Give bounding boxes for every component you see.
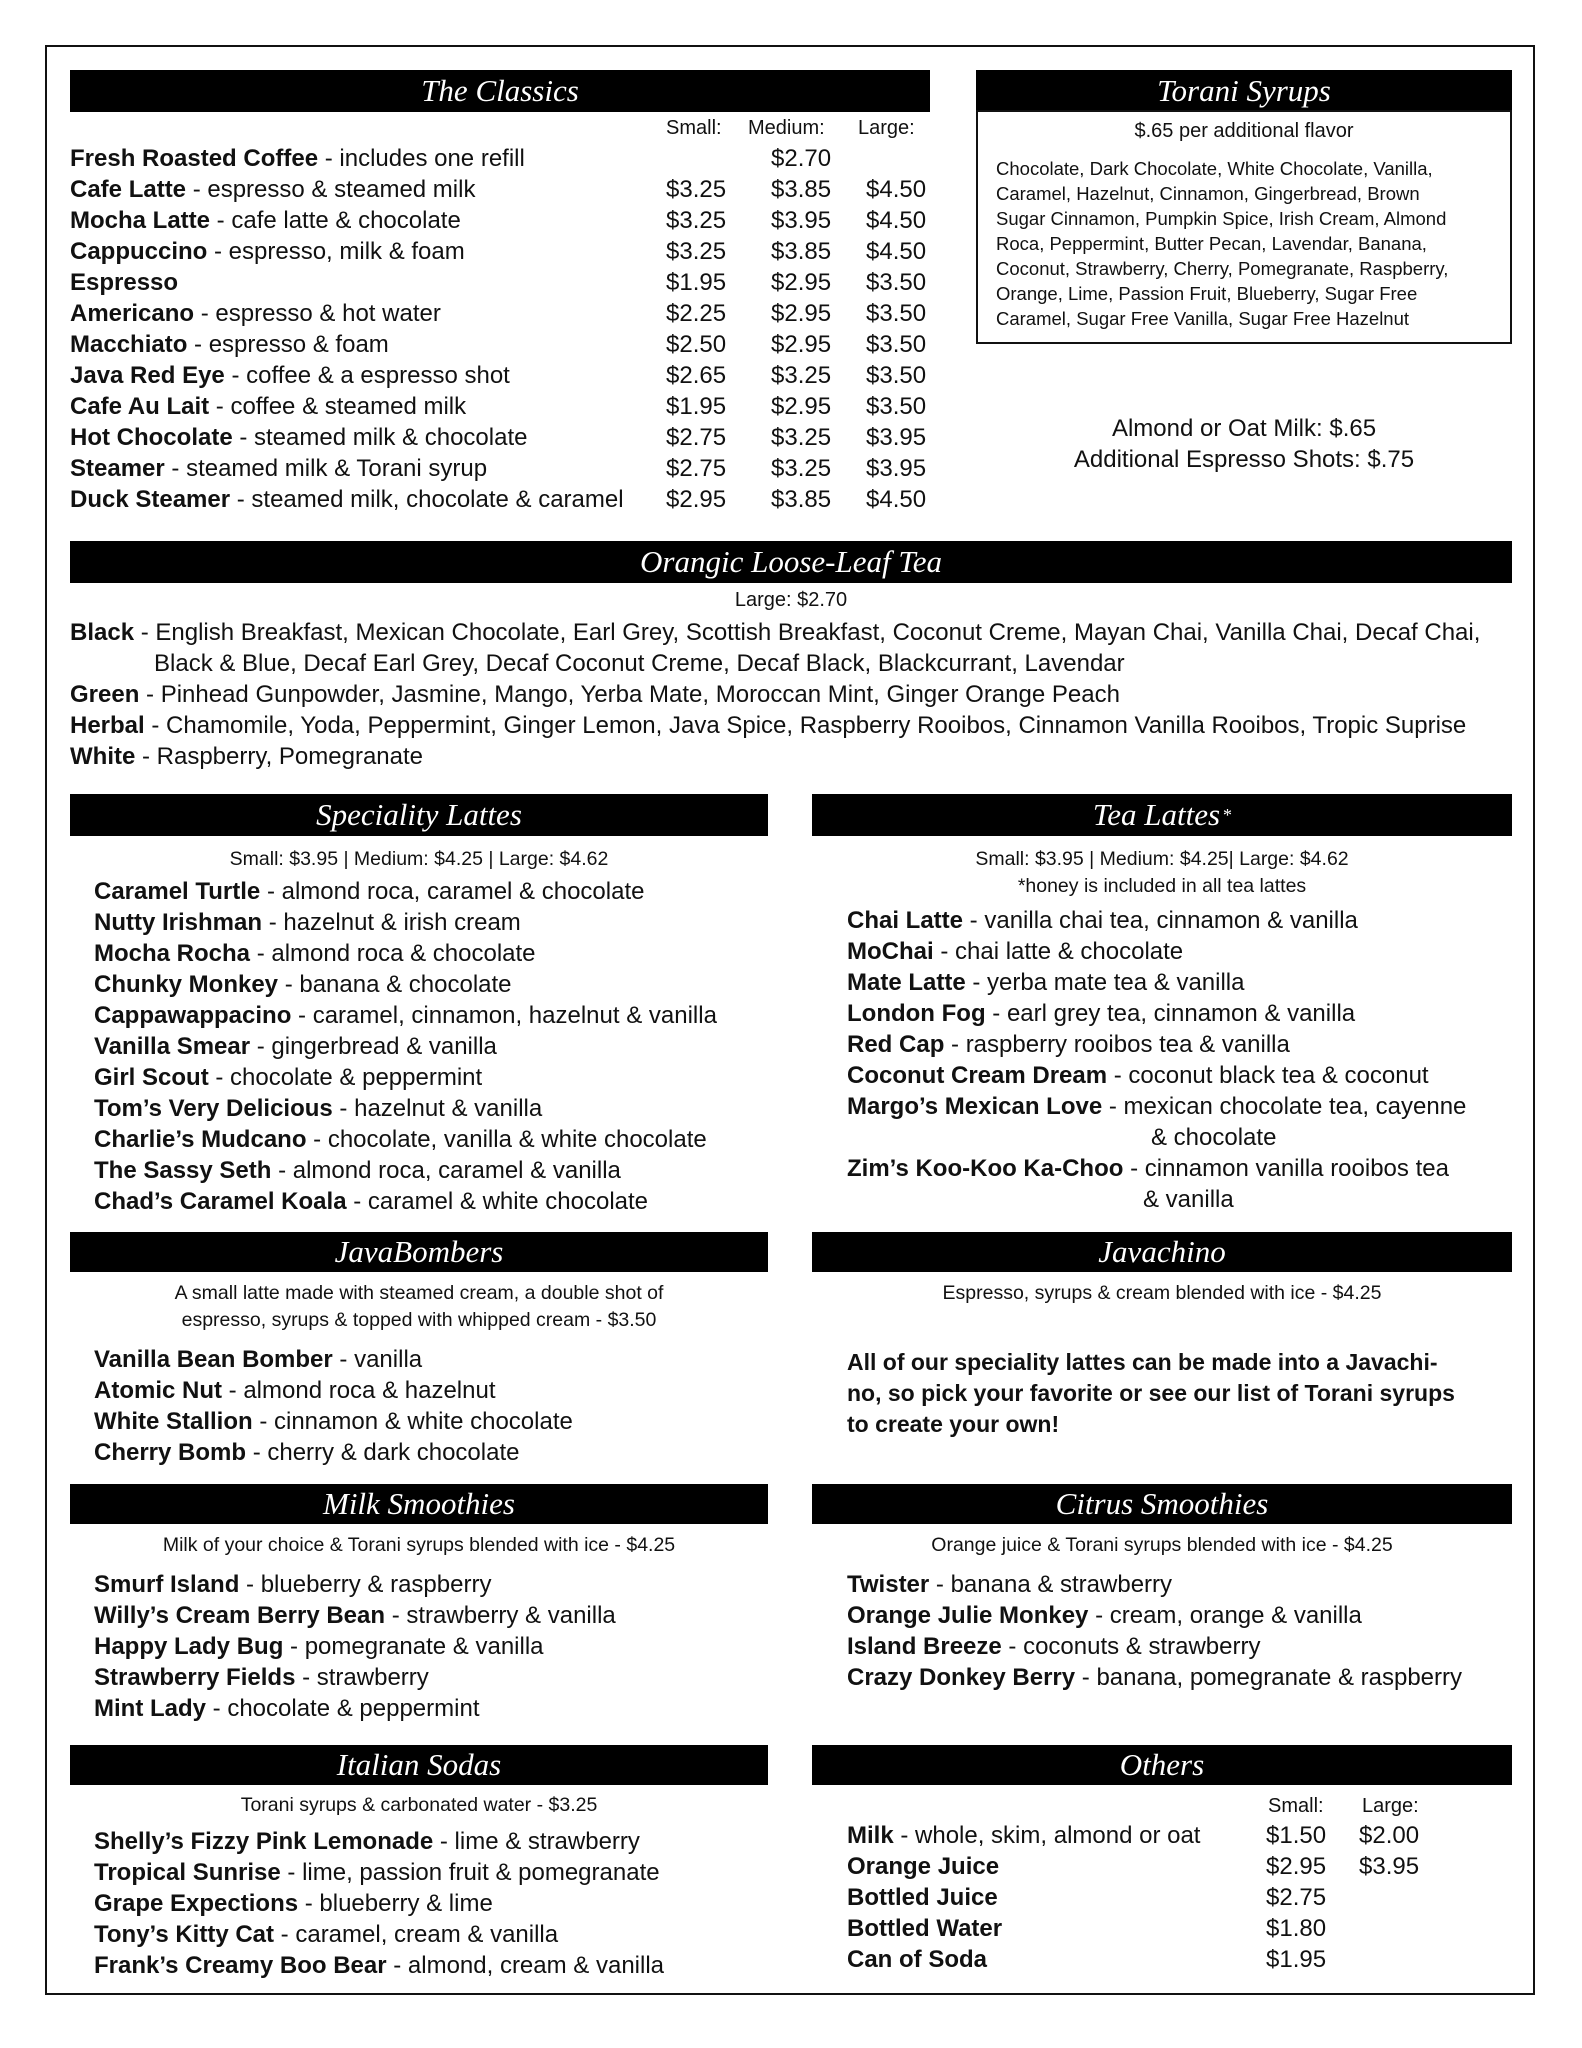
item-desc: - cherry & dark chocolate: [246, 1439, 520, 1466]
tea-white-text: - Raspberry, Pomegranate: [135, 743, 424, 770]
table-row: [847, 1851, 1507, 1882]
tea-white: [70, 741, 423, 772]
item-name: Orange Juice: [847, 1853, 1000, 1880]
item-label: [70, 484, 624, 515]
item-label: [70, 391, 466, 422]
tea-green-label: Green: [70, 681, 140, 708]
item-name: Frank’s Creamy Boo Bear: [94, 1952, 387, 1979]
list-item: [847, 1029, 1466, 1060]
item-desc: - strawberry: [295, 1664, 429, 1691]
item-label: [70, 205, 461, 236]
price-medium: $3.95: [771, 207, 832, 234]
item-name: Cafe Latte: [70, 176, 187, 203]
milk-smoothies-desc: Milk of your choice & Torani syrups blended with ice - $4.25: [162, 1534, 676, 1556]
item-desc: - blueberry & lime: [298, 1890, 493, 1917]
list-item: [94, 969, 717, 1000]
speciality-title: Speciality Lattes: [316, 797, 522, 832]
price-small: $1.50: [1266, 1822, 1327, 1849]
item-name: Orange Julie Monkey: [847, 1602, 1089, 1629]
price-medium: $2.70: [771, 145, 832, 172]
item-name: Tony’s Kitty Cat: [94, 1921, 275, 1948]
citrus-smoothies-list: [847, 1569, 1462, 1693]
extra-milk-price: $.65: [1322, 415, 1377, 442]
list-item: [94, 1569, 616, 1600]
price-small: $1.80: [1266, 1915, 1327, 1942]
italian-sodas-desc: Torani syrups & carbonated water - $3.25: [240, 1794, 598, 1816]
price-small: $2.75: [666, 424, 727, 451]
javachino-title: Javachino: [1098, 1234, 1226, 1269]
item-desc: - earl grey tea, cinnamon & vanilla: [985, 1000, 1356, 1027]
classics-col-medium: Medium:: [748, 117, 825, 139]
tea-black-text: - English Breakfast, Mexican Chocolate, Earl Grey, Scottish Breakfast, Coconut Creme, Mayan Chai, Vanilla Chai, Decaf Chai,: [134, 619, 1481, 646]
item-desc: - raspberry rooibos tea & vanilla: [944, 1031, 1290, 1058]
list-item: [94, 876, 717, 907]
table-row: [847, 1913, 1507, 1944]
item-desc: - mexican chocolate tea, cayenne: [1102, 1093, 1467, 1120]
price-large: $3.95: [1359, 1853, 1420, 1880]
price-medium: $2.95: [771, 331, 832, 358]
item-name: Charlie’s Mudcano: [94, 1126, 307, 1153]
torani-title: Torani Syrups: [1157, 73, 1331, 108]
item-label: [70, 422, 527, 453]
item-name: Coconut Cream Dream: [847, 1062, 1108, 1089]
tea-herbal: [70, 710, 1466, 741]
list-item: [94, 907, 717, 938]
item-name: Bottled Juice: [847, 1884, 998, 1911]
item-name: Shelly’s Fizzy Pink Lemonade: [94, 1828, 434, 1855]
list-item: [94, 1919, 664, 1950]
list-item: [847, 936, 1466, 967]
list-item: [94, 1662, 616, 1693]
price-small: $2.75: [1266, 1884, 1327, 1911]
list-item: [94, 1031, 717, 1062]
tea-lattes-asterisk: *: [1222, 804, 1232, 825]
extra-shots: [976, 444, 1512, 475]
list-item: [847, 1091, 1466, 1122]
tea-lattes-title: Tea Lattes: [1092, 797, 1221, 832]
javabombers-desc-line: espresso, syrups & topped with whipped cream - $3.50: [181, 1309, 657, 1331]
torani-flavor-list: [996, 156, 1448, 331]
milk-smoothies-list: [94, 1569, 616, 1724]
table-row: [847, 1882, 1507, 1913]
tea-lattes-list: [847, 905, 1466, 1215]
price-large: $4.50: [866, 486, 927, 513]
classics-header: [70, 70, 930, 112]
list-item: [94, 1406, 573, 1437]
citrus-smoothies-desc: Orange juice & Torani syrups blended with ice - $4.25: [931, 1534, 1393, 1556]
item-desc: - lime & strawberry: [433, 1828, 640, 1855]
item-name: Cappuccino: [70, 238, 208, 265]
item-name: Hot Chocolate: [70, 424, 233, 451]
price-small: $2.25: [666, 300, 727, 327]
item-label: [70, 174, 475, 205]
item-name: Cherry Bomb: [94, 1439, 247, 1466]
item-desc: - cinnamon vanilla rooibos tea: [1123, 1155, 1449, 1182]
list-item: [847, 1600, 1462, 1631]
item-desc: - espresso & hot water: [194, 300, 441, 327]
table-row: [70, 174, 950, 205]
item-desc: - espresso & foam: [187, 331, 389, 358]
list-item: [847, 1662, 1462, 1693]
tea-green-text: - Pinhead Gunpowder, Jasmine, Mango, Yerba Mate, Moroccan Mint, Ginger Orange Peach: [139, 681, 1120, 708]
others-col-large: Large:: [1362, 1795, 1419, 1817]
item-name: Americano: [70, 300, 195, 327]
list-item: [94, 1857, 664, 1888]
price-medium: $3.85: [771, 176, 832, 203]
item-desc: - coffee & steamed milk: [209, 393, 467, 420]
tea-black-label: Black: [70, 619, 135, 646]
item-desc: - coconut black tea & coconut: [1107, 1062, 1429, 1089]
item-name: Milk: [847, 1822, 894, 1849]
table-row: [847, 1944, 1507, 1975]
price-medium: $2.95: [771, 300, 832, 327]
table-row: [847, 1820, 1507, 1851]
others-header: [812, 1745, 1512, 1785]
item-desc: - gingerbread & vanilla: [250, 1033, 497, 1060]
table-row: [70, 267, 950, 298]
item-name: Bottled Water: [847, 1915, 1003, 1942]
classics-col-small: Small:: [666, 117, 722, 139]
item-name: Espresso: [70, 269, 179, 296]
item-name: Tom’s Very Delicious: [94, 1095, 333, 1122]
item-desc: - almond roca & chocolate: [250, 940, 536, 967]
item-name: Twister: [847, 1571, 930, 1598]
price-small: $2.75: [666, 455, 727, 482]
item-name: Vanilla Bean Bomber: [94, 1346, 333, 1373]
price-large: $3.50: [866, 362, 927, 389]
torani-flavor-line: Coconut, Strawberry, Cherry, Pomegranate, Raspberry,: [996, 258, 1449, 279]
item-name: Mocha Rocha: [94, 940, 251, 967]
torani-flavor-line: Orange, Lime, Passion Fruit, Blueberry, Sugar Free: [996, 283, 1418, 304]
item-desc: - vanilla: [332, 1346, 423, 1373]
item-name: Mate Latte: [847, 969, 966, 996]
item-desc: - banana & strawberry: [929, 1571, 1173, 1598]
item-name: Zim’s Koo-Koo Ka-Choo: [847, 1155, 1124, 1182]
list-item: [94, 1000, 717, 1031]
speciality-header: [70, 794, 768, 836]
extra-shots-label: Additional Espresso Shots:: [1073, 446, 1361, 473]
item-name: Duck Steamer: [70, 486, 231, 513]
item-name: Mocha Latte: [70, 207, 211, 234]
torani-flavor-line: Caramel, Sugar Free Vanilla, Sugar Free Hazelnut: [996, 308, 1410, 329]
list-item: [94, 1155, 717, 1186]
javabombers-list: [94, 1344, 573, 1468]
item-desc: - cafe latte & chocolate: [210, 207, 461, 234]
item-desc: - caramel & white chocolate: [346, 1188, 649, 1215]
citrus-smoothies-title: Citrus Smoothies: [1055, 1486, 1269, 1521]
tea-black: [70, 617, 1480, 648]
torani-flavor-line: Caramel, Hazelnut, Cinnamon, Gingerbread, Brown: [996, 183, 1420, 204]
price-small: $3.25: [666, 207, 727, 234]
price-large: $3.50: [866, 393, 927, 420]
item-name: Cafe Au Lait: [70, 393, 210, 420]
list-item: [847, 1060, 1466, 1091]
tea-white-label: White: [70, 743, 136, 770]
price-medium: $3.25: [771, 455, 832, 482]
price-small: $1.95: [666, 393, 727, 420]
table-row: [70, 298, 950, 329]
item-desc: - caramel, cinnamon, hazelnut & vanilla: [291, 1002, 717, 1029]
list-item: [94, 1093, 717, 1124]
item-desc: - almond roca & hazelnut: [222, 1377, 496, 1404]
item-name: Nutty Irishman: [94, 909, 263, 936]
item-desc: - caramel, cream & vanilla: [274, 1921, 559, 1948]
classics-col-large: Large:: [858, 117, 915, 139]
table-row: [70, 143, 950, 174]
table-row: [70, 329, 950, 360]
torani-flavor-line: Roca, Peppermint, Butter Pecan, Lavendar, Banana,: [996, 233, 1427, 254]
item-desc: - vanilla chai tea, cinnamon & vanilla: [963, 907, 1358, 934]
price-large: $3.95: [866, 424, 927, 451]
item-name: Tropical Sunrise: [94, 1859, 281, 1886]
item-name: Strawberry Fields: [94, 1664, 296, 1691]
italian-sodas-list: [94, 1826, 664, 1981]
speciality-prices: Small: $3.95 | Medium: $4.25 | Large: $4.62: [229, 848, 609, 870]
item-label: [70, 453, 487, 484]
item-name: Java Red Eye: [70, 362, 225, 389]
tea-lattes-header: [812, 794, 1512, 836]
tea-lattes-note: *honey is included in all tea lattes: [1017, 875, 1307, 897]
table-row: [70, 422, 950, 453]
tea-herbal-text: - Chamomile, Yoda, Peppermint, Ginger Lemon, Java Spice, Raspberry Rooibos, Cinnamon Vanilla Rooibos, Tropic Suprise: [144, 712, 1467, 739]
list-item: [94, 1826, 664, 1857]
citrus-smoothies-header: [812, 1484, 1512, 1524]
list-item: [94, 1062, 717, 1093]
item-desc-cont: & chocolate: [1151, 1124, 1277, 1151]
list-item: [847, 998, 1466, 1029]
list-item: [94, 1693, 616, 1724]
item-name: Margo’s Mexican Love: [847, 1093, 1103, 1120]
list-item: [94, 1437, 573, 1468]
tea-header: [70, 541, 1512, 583]
list-item: [94, 1631, 616, 1662]
item-desc-cont: & vanilla: [1143, 1186, 1234, 1213]
price-large: $3.50: [866, 331, 927, 358]
item-name: Chunky Monkey: [94, 971, 279, 998]
table-row: [70, 391, 950, 422]
price-medium: $2.95: [771, 269, 832, 296]
item-desc: - steamed milk, chocolate & caramel: [230, 486, 624, 513]
item-desc: - espresso & steamed milk: [186, 176, 476, 203]
item-desc: - cream, orange & vanilla: [1088, 1602, 1362, 1629]
item-label: [70, 360, 510, 391]
tea-price: Large: $2.70: [734, 589, 848, 611]
javabombers-desc: [70, 1280, 768, 1334]
list-item: [94, 938, 717, 969]
item-desc: - coffee & a espresso shot: [224, 362, 510, 389]
javabombers-desc-line: A small latte made with steamed cream, a double shot of: [174, 1282, 664, 1304]
torani-flavor-line: Sugar Cinnamon, Pumpkin Spice, Irish Cream, Almond: [996, 208, 1447, 229]
table-row: [70, 484, 950, 515]
price-large: $3.95: [866, 455, 927, 482]
list-item: [847, 967, 1466, 998]
item-desc: - strawberry & vanilla: [385, 1602, 616, 1629]
item-label: [847, 1913, 1002, 1944]
item-name: Chai Latte: [847, 907, 964, 934]
item-desc: - lime, passion fruit & pomegranate: [280, 1859, 660, 1886]
item-desc: - chocolate & peppermint: [206, 1695, 480, 1722]
item-name: Chad’s Caramel Koala: [94, 1188, 347, 1215]
item-desc: - includes one refill: [318, 145, 525, 172]
price-medium: $3.85: [771, 238, 832, 265]
item-desc: - yerba mate tea & vanilla: [965, 969, 1245, 996]
javachino-desc: Espresso, syrups & cream blended with ice - $4.25: [942, 1282, 1382, 1304]
extra-milk: [976, 413, 1512, 444]
item-desc: - coconuts & strawberry: [1001, 1633, 1261, 1660]
table-row: [70, 360, 950, 391]
item-name: Crazy Donkey Berry: [847, 1664, 1076, 1691]
item-desc: - banana, pomegranate & raspberry: [1075, 1664, 1463, 1691]
item-label: [70, 267, 178, 298]
item-name: Willy’s Cream Berry Bean: [94, 1602, 386, 1629]
list-item: [94, 1124, 717, 1155]
item-desc: - steamed milk & chocolate: [232, 424, 528, 451]
javabombers-header: [70, 1232, 768, 1272]
list-item: [94, 1888, 664, 1919]
price-large: $4.50: [866, 176, 927, 203]
item-label: [847, 1851, 999, 1882]
item-name: The Sassy Seth: [94, 1157, 272, 1184]
list-item: [847, 1631, 1462, 1662]
tea-black-cont: Black & Blue, Decaf Earl Grey, Decaf Coconut Creme, Decaf Black, Blackcurrant, Lavendar: [154, 650, 1125, 677]
list-item: [94, 1344, 573, 1375]
item-label: [70, 143, 525, 174]
item-name: Smurf Island: [94, 1571, 240, 1598]
item-desc: - chocolate, vanilla & white chocolate: [306, 1126, 707, 1153]
milk-smoothies-header: [70, 1484, 768, 1524]
item-name: Fresh Roasted Coffee: [70, 145, 319, 172]
list-item: [847, 1569, 1462, 1600]
item-desc: - hazelnut & irish cream: [262, 909, 521, 936]
price-medium: $2.95: [771, 393, 832, 420]
item-desc: - almond roca, caramel & chocolate: [260, 878, 645, 905]
javachino-note: [847, 1347, 1455, 1440]
item-desc: - steamed milk & Torani syrup: [164, 455, 488, 482]
price-medium: $3.25: [771, 424, 832, 451]
item-name: White Stallion: [94, 1408, 253, 1435]
list-item: [94, 1186, 717, 1217]
item-name: Can of Soda: [847, 1946, 988, 1973]
tea-herbal-label: Herbal: [70, 712, 145, 739]
item-desc: - banana & chocolate: [278, 971, 512, 998]
list-item: [94, 1375, 573, 1406]
price-small: $1.95: [666, 269, 727, 296]
extra-milk-label: Almond or Oat Milk:: [1111, 415, 1323, 442]
tea-title: Orangic Loose-Leaf Tea: [640, 544, 942, 579]
list-item: [847, 1153, 1466, 1184]
item-name: Mint Lady: [94, 1695, 206, 1722]
price-large: $4.50: [866, 207, 927, 234]
javachino-header: [812, 1232, 1512, 1272]
item-name: Red Cap: [847, 1031, 945, 1058]
item-desc: - espresso, milk & foam: [207, 238, 465, 265]
price-large: $3.50: [866, 269, 927, 296]
item-label: [70, 329, 389, 360]
torani-flavor-line: Chocolate, Dark Chocolate, White Chocolate, Vanilla,: [996, 158, 1433, 179]
milk-smoothies-title: Milk Smoothies: [323, 1486, 515, 1521]
item-name: Macchiato: [70, 331, 188, 358]
table-row: [70, 205, 950, 236]
price-small: $2.95: [1266, 1853, 1327, 1880]
tea-lattes-prices: Small: $3.95 | Medium: $4.25| Large: $4.62: [975, 848, 1349, 870]
classics-list: [70, 143, 950, 515]
classics-title: The Classics: [421, 73, 579, 108]
javachino-note-line: no, so pick your favorite or see our list of Torani syrups: [847, 1380, 1455, 1406]
price-large: $2.00: [1359, 1822, 1420, 1849]
price-large: $4.50: [866, 238, 927, 265]
javabombers-title: JavaBombers: [334, 1234, 504, 1269]
item-name: Island Breeze: [847, 1633, 1002, 1660]
price-medium: $3.25: [771, 362, 832, 389]
torani-price: $.65 per additional flavor: [1134, 120, 1354, 142]
item-desc: - cinnamon & white chocolate: [252, 1408, 573, 1435]
item-label: [70, 298, 441, 329]
price-small: $3.25: [666, 238, 727, 265]
price-small: $2.95: [666, 486, 727, 513]
item-name: Caramel Turtle: [94, 878, 261, 905]
item-name: Atomic Nut: [94, 1377, 222, 1404]
item-label: [847, 1882, 998, 1913]
list-item: [94, 1600, 616, 1631]
item-desc: - almond, cream & vanilla: [386, 1952, 665, 1979]
torani-box: [976, 110, 1512, 344]
price-small: $3.25: [666, 176, 727, 203]
item-name: London Fog: [847, 1000, 986, 1027]
item-name: Cappawappacino: [94, 1002, 292, 1029]
item-desc: - chai latte & chocolate: [933, 938, 1184, 965]
extra-shots-price: $.75: [1360, 446, 1415, 473]
item-label: [70, 236, 465, 267]
list-item: [847, 905, 1466, 936]
item-desc: - blueberry & raspberry: [239, 1571, 492, 1598]
list-item: [94, 1950, 664, 1981]
item-desc: - almond roca, caramel & vanilla: [271, 1157, 621, 1184]
price-large: $3.50: [866, 300, 927, 327]
item-desc: - chocolate & peppermint: [208, 1064, 483, 1091]
price-medium: $3.85: [771, 486, 832, 513]
others-title: Others: [1119, 1747, 1205, 1782]
javachino-note-line: to create your own!: [847, 1411, 1060, 1437]
item-desc: - pomegranate & vanilla: [283, 1633, 544, 1660]
others-list: [847, 1820, 1507, 1975]
item-desc: - hazelnut & vanilla: [332, 1095, 543, 1122]
item-name: Grape Expections: [94, 1890, 299, 1917]
others-col-small: Small:: [1268, 1795, 1324, 1817]
speciality-list: [94, 876, 717, 1217]
italian-sodas-title: Italian Sodas: [336, 1747, 502, 1782]
item-name: Vanilla Smear: [94, 1033, 251, 1060]
item-name: Girl Scout: [94, 1064, 209, 1091]
item-desc: - whole, skim, almond or oat: [893, 1822, 1201, 1849]
tea-green: [70, 679, 1120, 710]
table-row: [70, 236, 950, 267]
price-small: $2.65: [666, 362, 727, 389]
item-label: [847, 1944, 987, 1975]
item-label: [847, 1820, 1200, 1851]
item-name: MoChai: [847, 938, 934, 965]
table-row: [70, 453, 950, 484]
item-name: Steamer: [70, 455, 165, 482]
item-name: Happy Lady Bug: [94, 1633, 284, 1660]
price-small: $2.50: [666, 331, 727, 358]
price-small: $1.95: [1266, 1946, 1327, 1973]
italian-sodas-header: [70, 1745, 768, 1785]
javachino-note-line: All of our speciality lattes can be made into a Javachi-: [847, 1349, 1438, 1375]
torani-header: [976, 70, 1512, 112]
